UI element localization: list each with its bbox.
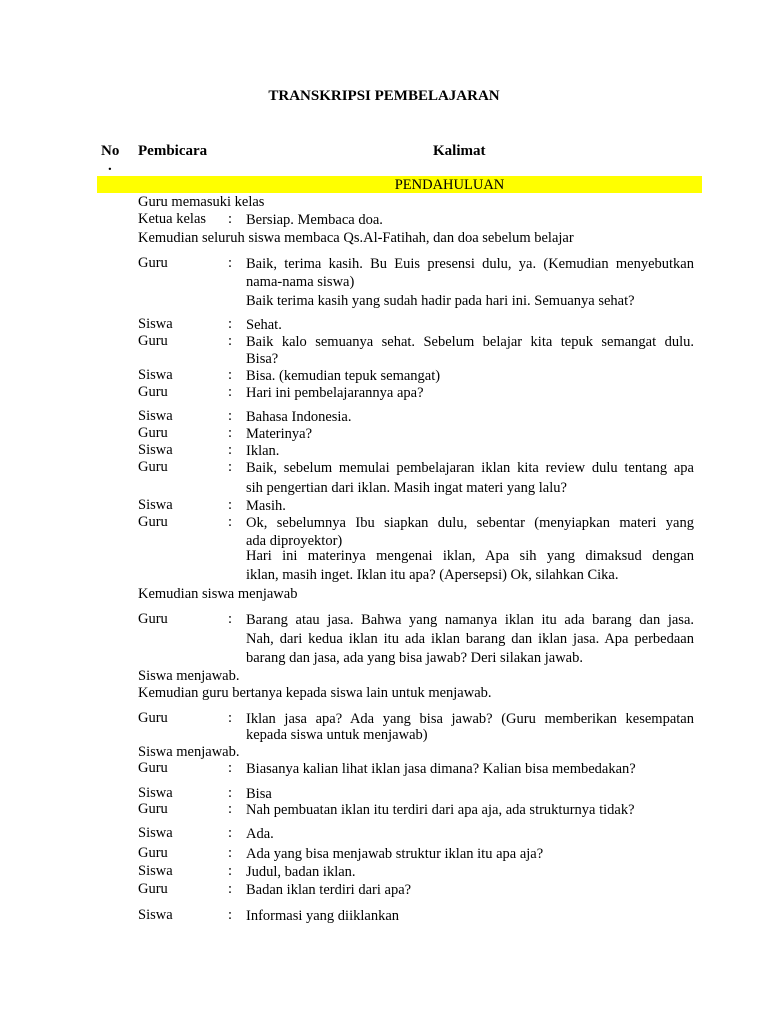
column-header-no-dot: . xyxy=(108,158,112,174)
speaker-colon: : xyxy=(228,801,233,817)
utterance-line: Baik, sebelum memulai pembelajaran iklan kita review dulu tentang apa xyxy=(246,460,694,476)
speaker-colon: : xyxy=(228,442,233,458)
utterance-line: Hari ini pembelajarannya apa? xyxy=(246,385,424,401)
speaker-name: Siswa xyxy=(138,316,173,332)
speaker-name: Guru xyxy=(138,760,168,776)
utterance-line: Informasi yang diiklankan xyxy=(246,908,400,924)
speaker-colon: : xyxy=(228,785,233,801)
speaker-name: Siswa xyxy=(138,825,173,841)
speaker-colon: : xyxy=(228,425,233,441)
narration-line: Kemudian guru bertanya kepada siswa lain untuk menjawab. xyxy=(138,685,492,701)
speaker-colon: : xyxy=(228,316,233,332)
speaker-colon: : xyxy=(228,384,233,400)
document-title: TRANSKRIPSI PEMBELAJARAN xyxy=(268,88,500,104)
speaker-colon: : xyxy=(228,459,233,475)
utterance-line: ada diproyektor) xyxy=(246,533,343,549)
speaker-colon: : xyxy=(228,760,233,776)
utterance-line: Bisa xyxy=(246,786,272,802)
speaker-colon: : xyxy=(228,710,233,726)
speaker-name: Siswa xyxy=(138,863,173,879)
narration-line: Siswa menjawab. xyxy=(138,668,240,684)
utterance-line: Masih. xyxy=(246,498,286,514)
speaker-name: Guru xyxy=(138,611,168,627)
utterance-line: Iklan. xyxy=(246,443,280,459)
utterance-line: Materinya? xyxy=(246,426,313,442)
speaker-name: Siswa xyxy=(138,907,173,923)
narration-line: Kemudian siswa menjawab xyxy=(138,586,298,602)
speaker-name: Siswa xyxy=(138,785,173,801)
utterance-line: Nah, dari kedua iklan itu ada iklan barang dan iklan jasa. Apa perbedaan xyxy=(246,631,694,647)
utterance-line: Hari ini materinya mengenai iklan, Apa sih yang dimaksud dengan xyxy=(246,548,694,564)
speaker-name: Guru xyxy=(138,333,168,349)
speaker-colon: : xyxy=(228,514,233,530)
speaker-name: Guru xyxy=(138,384,168,400)
column-header-speaker: Pembicara xyxy=(138,143,208,159)
speaker-colon: : xyxy=(228,497,233,513)
utterance-line: Sehat. xyxy=(246,317,282,333)
speaker-name: Siswa xyxy=(138,497,173,513)
narration-line: Siswa menjawab. xyxy=(138,744,240,760)
section-title: PENDAHULUAN xyxy=(394,177,505,193)
speaker-name: Siswa xyxy=(138,408,173,424)
column-header-no: No xyxy=(101,143,120,159)
utterance-line: Bersiap. Membaca doa. xyxy=(246,212,383,228)
utterance-line: iklan, masih inget. Iklan itu apa? (Apersepsi) Ok, silahkan Cika. xyxy=(246,567,619,583)
utterance-line: Baik, terima kasih. Bu Euis presensi dulu, ya. (Kemudian menyebutkan xyxy=(246,256,694,272)
speaker-name: Guru xyxy=(138,514,168,530)
speaker-colon: : xyxy=(228,845,233,861)
speaker-colon: : xyxy=(228,825,233,841)
speaker-colon: : xyxy=(228,333,233,349)
speaker-colon: : xyxy=(228,881,233,897)
speaker-colon: : xyxy=(228,907,233,923)
speaker-name: Ketua kelas xyxy=(138,211,207,227)
speaker-colon: : xyxy=(228,611,233,627)
utterance-line: Judul, badan iklan. xyxy=(246,864,356,880)
utterance-line: Bahasa Indonesia. xyxy=(246,409,352,425)
utterance-line: Baik kalo semuanya sehat. Sebelum belajar kita tepuk semangat dulu. xyxy=(246,334,694,350)
speaker-colon: : xyxy=(228,211,233,227)
speaker-name: Guru xyxy=(138,425,168,441)
utterance-line: Baik terima kasih yang sudah hadir pada hari ini. Semuanya sehat? xyxy=(246,293,635,309)
speaker-colon: : xyxy=(228,255,233,271)
speaker-name: Guru xyxy=(138,255,168,271)
utterance-line: kepada siswa untuk menjawab) xyxy=(246,727,428,743)
speaker-name: Guru xyxy=(138,801,168,817)
utterance-line: Bisa. (kemudian tepuk semangat) xyxy=(246,368,441,384)
utterance-line: Badan iklan terdiri dari apa? xyxy=(246,882,412,898)
utterance-line: sih pengertian dari iklan. Masih ingat materi yang lalu? xyxy=(246,480,567,496)
section-banner xyxy=(97,176,702,193)
utterance-line: Bisa? xyxy=(246,351,279,367)
speaker-name: Guru xyxy=(138,710,168,726)
column-header-sentence: Kalimat xyxy=(433,143,486,159)
narration-line: Guru memasuki kelas xyxy=(138,194,265,210)
utterance-line: barang dan jasa, ada yang bisa jawab? Deri silakan jawab. xyxy=(246,650,583,666)
utterance-line: Ada yang bisa menjawab struktur iklan itu apa aja? xyxy=(246,846,544,862)
utterance-line: nama-nama siswa) xyxy=(246,274,355,290)
speaker-colon: : xyxy=(228,863,233,879)
utterance-line: Ok, sebelumnya Ibu siapkan dulu, sebentar (menyiapkan materi yang xyxy=(246,515,694,531)
speaker-name: Guru xyxy=(138,459,168,475)
utterance-line: Barang atau jasa. Bahwa yang namanya iklan itu ada barang dan jasa. xyxy=(246,612,694,628)
utterance-line: Biasanya kalian lihat iklan jasa dimana? Kalian bisa membedakan? xyxy=(246,761,636,777)
speaker-name: Guru xyxy=(138,845,168,861)
speaker-name: Guru xyxy=(138,881,168,897)
speaker-name: Siswa xyxy=(138,367,173,383)
utterance-line: Iklan jasa apa? Ada yang bisa jawab? (Guru memberikan kesempatan xyxy=(246,711,694,727)
utterance-line: Ada. xyxy=(246,826,274,842)
speaker-colon: : xyxy=(228,367,233,383)
utterance-line: Nah pembuatan iklan itu terdiri dari apa aja, ada strukturnya tidak? xyxy=(246,802,635,818)
speaker-name: Siswa xyxy=(138,442,173,458)
speaker-colon: : xyxy=(228,408,233,424)
narration-line: Kemudian seluruh siswa membaca Qs.Al-Fatihah, dan doa sebelum belajar xyxy=(138,230,574,246)
